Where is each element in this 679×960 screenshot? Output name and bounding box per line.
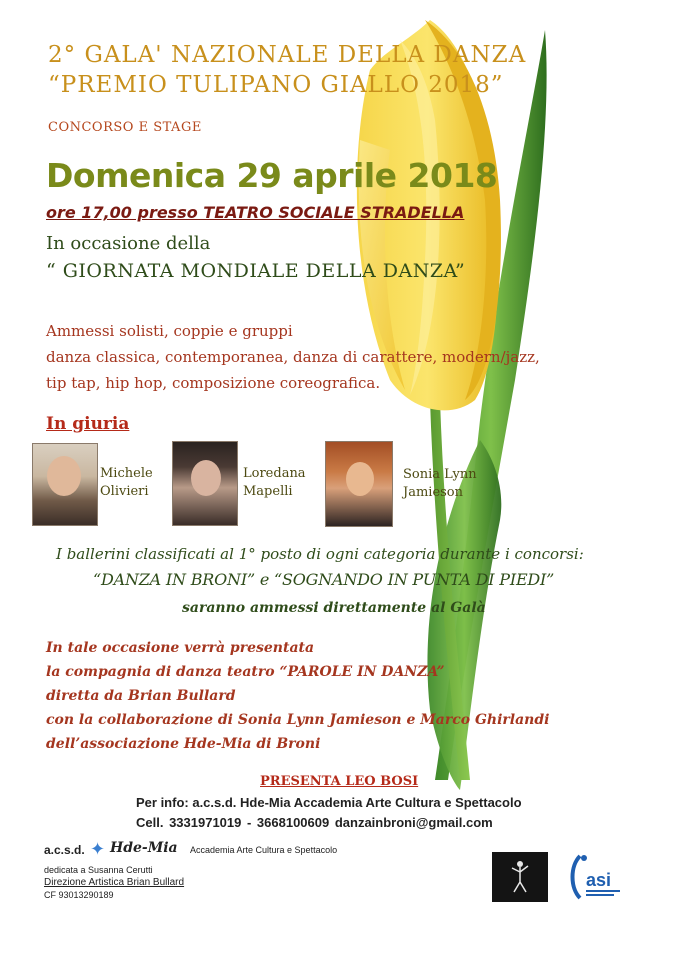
presentation-line-1: In tale occasione verrà presentata (46, 640, 315, 656)
footer-acsd: a.c.s.d. (44, 843, 85, 857)
event-venue: ore 17,00 presso TEATRO SOCIALE STRADELLA (46, 203, 465, 222)
qualification-line-1: I ballerini classificati al 1° posto di ogni categoria durante i concorsi: (56, 545, 584, 563)
footer-brand: Hde-Mia (110, 840, 178, 856)
footer-cf: CF 93013290189 (44, 890, 114, 900)
presenter-credit: PRESENTA LEO BOSI (260, 774, 419, 789)
presentation-line-2: la compagnia di danza teatro “PAROLE IN DANZA” (46, 664, 445, 680)
jury-photo-jamieson (325, 441, 393, 527)
qualification-line-3: saranno ammessi direttamente al Galà (182, 600, 486, 616)
presentation-line-5: dell’associazione Hde-Mia di Broni (46, 736, 321, 752)
contact-phones-email: Cell. 3331971019 - 3668100609 danzainbroni@gmail.com (136, 815, 493, 830)
footer-dedication: dedicata a Susanna Cerutti (44, 865, 153, 875)
contact-info: Per info: a.c.s.d. Hde-Mia Accademia Arte Cultura e Spettacolo (136, 795, 522, 810)
jury-name-olivieri: Michele Olivieri (100, 466, 153, 499)
footer-academy: Accademia Arte Cultura e Spettacolo (190, 845, 338, 855)
jury-name-mapelli: Loredana Mapelli (243, 466, 306, 499)
event-date: Domenica 29 aprile 2018 (46, 156, 498, 195)
occasion-line-2: “ GIORNATA MONDIALE DELLA DANZA” (46, 260, 466, 282)
presentation-line-4: con la collaborazione di Sonia Lynn Jamieson e Marco Ghirlandi (46, 712, 550, 728)
qualification-line-2: “DANZA IN BRONI” e “SOGNANDO IN PUNTA DI PIEDI” (93, 570, 555, 589)
asi-logo-text: asi (586, 870, 612, 890)
star-icon: ✦ (90, 839, 106, 860)
asi-logo-icon (566, 848, 626, 906)
title-line-2: “PREMIO TULIPANO GIALLO 2018” (48, 72, 504, 98)
jury-heading: In giuria (46, 414, 130, 434)
admission-line-1: Ammessi solisti, coppie e gruppi (46, 322, 293, 340)
admission-line-3: tip tap, hip hop, composizione coreografica. (46, 374, 381, 392)
dancer-logo-icon (492, 852, 548, 902)
jury-photo-mapelli (172, 441, 238, 526)
title-line-1: 2° GALA' NAZIONALE DELLA DANZA (48, 42, 527, 68)
footer-direction: Direzione Artistica Brian Bullard (44, 877, 185, 888)
subtitle: CONCORSO E STAGE (48, 120, 202, 135)
presentation-line-3: diretta da Brian Bullard (46, 688, 236, 704)
jury-name-jamieson: Sonia Lynn Jamieson (403, 467, 477, 500)
admission-line-2: danza classica, contemporanea, danza di carattere, modern/jazz, (46, 348, 540, 366)
jury-photo-olivieri (32, 443, 98, 526)
occasion-line-1: In occasione della (46, 233, 211, 254)
